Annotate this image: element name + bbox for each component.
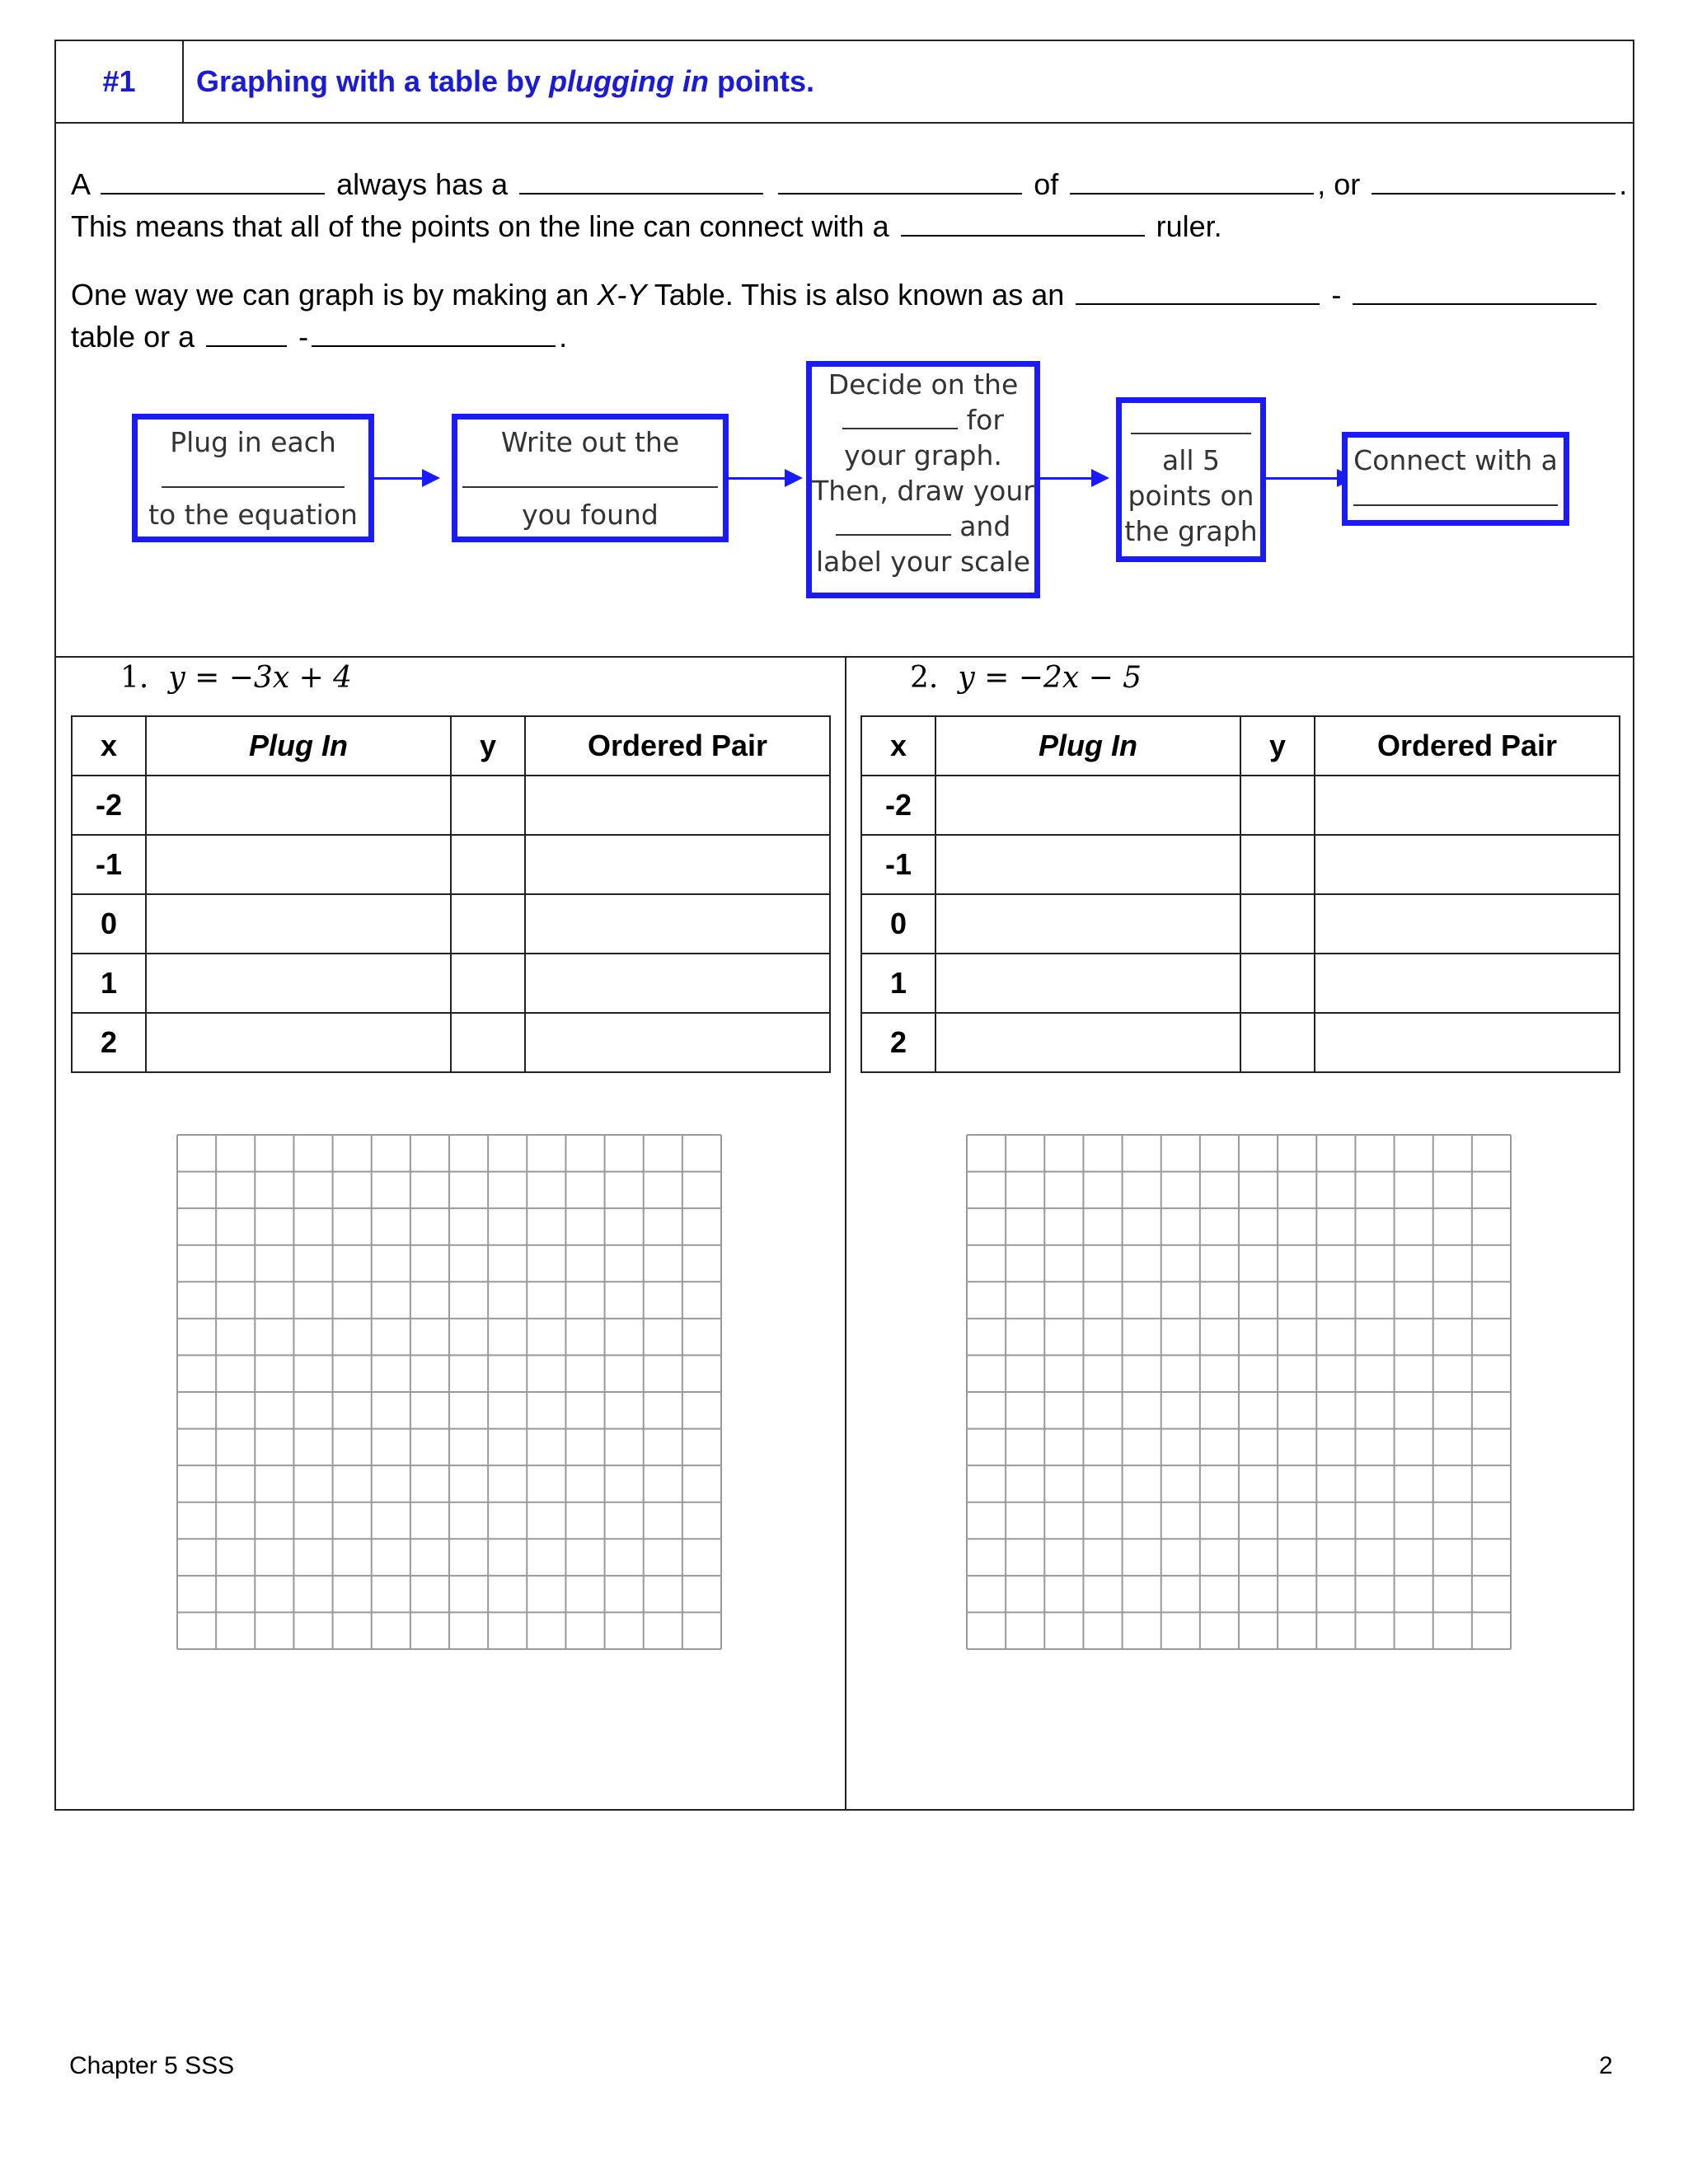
y-cell[interactable] xyxy=(451,1013,525,1072)
header-ordered-pair: Ordered Pair xyxy=(1315,716,1620,776)
graph-grid-2[interactable] xyxy=(966,1134,1512,1650)
plug-in-cell[interactable] xyxy=(146,954,451,1013)
ordered-pair-cell[interactable] xyxy=(1315,954,1620,1013)
header-x: x xyxy=(861,716,935,776)
xy-table-1 xyxy=(71,715,831,1073)
intro-line-1: A always has a of , or . xyxy=(71,163,1620,205)
y-cell[interactable] xyxy=(451,894,525,954)
plug-in-cell[interactable] xyxy=(935,894,1240,954)
intro-text xyxy=(71,163,1628,358)
ordered-pair-cell[interactable] xyxy=(1315,894,1620,954)
plug-in-cell[interactable] xyxy=(935,954,1240,1013)
table-row: 2 xyxy=(861,1013,1620,1072)
problem-1-title: 1. y = −3x + 4 xyxy=(120,661,353,695)
arrow-right-icon xyxy=(785,469,803,487)
fill-blank[interactable] xyxy=(778,163,1022,194)
footer-page-number: 2 xyxy=(1599,2052,1613,2079)
fill-blank[interactable] xyxy=(206,316,287,347)
table-row: 2 xyxy=(72,1013,830,1072)
worksheet-frame xyxy=(54,40,1634,1811)
table-header-row xyxy=(861,716,1620,776)
header-plug-in: Plug In xyxy=(146,716,451,776)
flow-arrow xyxy=(374,477,424,480)
table-header-row xyxy=(72,716,830,776)
y-cell[interactable] xyxy=(1240,894,1315,954)
header-x: x xyxy=(72,716,146,776)
ordered-pair-cell[interactable] xyxy=(525,776,830,835)
section-header xyxy=(56,41,1633,124)
intro-line-3: One way we can graph is by making an X-Y Table. This is also known as an - xyxy=(71,274,1620,316)
header-plug-in: Plug In xyxy=(935,716,1240,776)
header-ordered-pair: Ordered Pair xyxy=(525,716,830,776)
table-row: 1 xyxy=(72,954,830,1013)
fill-blank[interactable] xyxy=(1070,163,1314,194)
ordered-pair-cell[interactable] xyxy=(1315,835,1620,894)
column-divider xyxy=(845,656,846,1811)
y-cell[interactable] xyxy=(1240,1013,1315,1072)
fill-blank[interactable] xyxy=(101,163,325,194)
header-y: y xyxy=(1240,716,1315,776)
plug-in-cell[interactable] xyxy=(935,835,1240,894)
plug-in-cell[interactable] xyxy=(146,894,451,954)
flow-step-4: all 5 points on the graph xyxy=(1116,397,1266,562)
flow-step-3: Decide on the for your graph. Then, draw your and label your scale xyxy=(806,361,1040,598)
ordered-pair-cell[interactable] xyxy=(525,894,830,954)
problem-2-title: 2. y = −2x − 5 xyxy=(910,661,1142,695)
flow-arrow xyxy=(729,477,786,480)
graph-grid-1[interactable] xyxy=(176,1134,722,1650)
section-number: #1 xyxy=(56,41,184,122)
ordered-pair-cell[interactable] xyxy=(525,835,830,894)
xy-table-2 xyxy=(860,715,1620,1073)
table-row: 0 xyxy=(72,894,830,954)
y-cell[interactable] xyxy=(1240,776,1315,835)
table-row: -1 xyxy=(72,835,830,894)
fill-blank[interactable] xyxy=(901,205,1145,237)
fill-blank[interactable] xyxy=(1076,274,1320,305)
plug-in-cell[interactable] xyxy=(146,835,451,894)
y-cell[interactable] xyxy=(1240,835,1315,894)
y-cell[interactable] xyxy=(451,954,525,1013)
y-cell[interactable] xyxy=(451,776,525,835)
intro-line-4: table or a - . xyxy=(71,316,1620,358)
fill-blank[interactable] xyxy=(1372,163,1615,194)
ordered-pair-cell[interactable] xyxy=(1315,1013,1620,1072)
intro-line-2: This means that all of the points on the line can connect with a ruler. xyxy=(71,205,1620,247)
arrow-right-icon xyxy=(1091,469,1109,487)
table-row: 1 xyxy=(861,954,1620,1013)
y-cell[interactable] xyxy=(451,835,525,894)
flow-step-1: Plug in each to the equation xyxy=(132,414,374,542)
plug-in-cell[interactable] xyxy=(935,1013,1240,1072)
fill-blank[interactable] xyxy=(312,316,556,347)
flow-arrow xyxy=(1266,477,1339,480)
ordered-pair-cell[interactable] xyxy=(1315,776,1620,835)
flow-step-5: Connect with a xyxy=(1342,432,1569,526)
arrow-right-icon xyxy=(422,469,440,487)
plug-in-cell[interactable] xyxy=(935,776,1240,835)
table-row: -2 xyxy=(861,776,1620,835)
plug-in-cell[interactable] xyxy=(146,776,451,835)
table-row: -1 xyxy=(861,835,1620,894)
header-y: y xyxy=(451,716,525,776)
ordered-pair-cell[interactable] xyxy=(525,954,830,1013)
fill-blank[interactable] xyxy=(519,163,763,194)
table-row: -2 xyxy=(72,776,830,835)
flow-step-2: Write out the you found xyxy=(452,414,729,542)
ordered-pair-cell[interactable] xyxy=(525,1013,830,1072)
table-row: 0 xyxy=(861,894,1620,954)
fill-blank[interactable] xyxy=(1353,274,1597,305)
footer-chapter: Chapter 5 SSS xyxy=(69,2052,235,2079)
y-cell[interactable] xyxy=(1240,954,1315,1013)
section-title: Graphing with a table by plugging in points. xyxy=(196,64,815,98)
flow-arrow xyxy=(1040,477,1093,480)
plug-in-cell[interactable] xyxy=(146,1013,451,1072)
